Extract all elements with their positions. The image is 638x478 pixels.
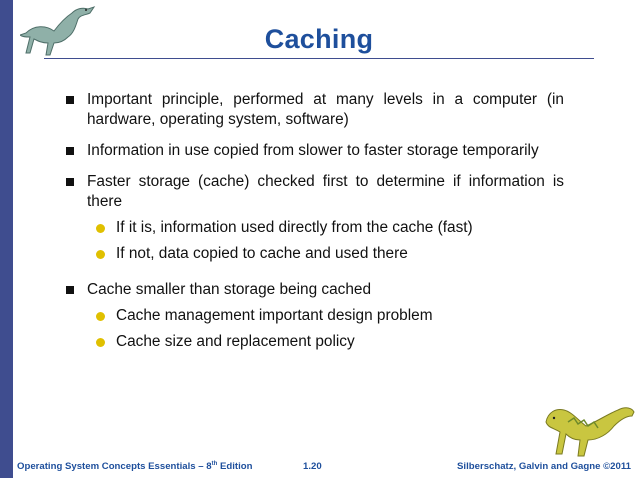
square-bullet-icon — [66, 178, 74, 186]
bullet-item: Information in use copied from slower to faster storage temporarily — [64, 141, 564, 161]
square-bullet-icon — [66, 147, 74, 155]
footer-copyright: Silberschatz, Galvin and Gagne ©2011 — [457, 461, 631, 472]
footer-book-title: Operating System Concepts Essentials – 8th Edition — [17, 461, 253, 472]
slide-footer — [0, 450, 638, 478]
sub-bullet-item: If not, data copied to cache and used there — [88, 244, 564, 264]
title-divider — [44, 58, 594, 59]
sub-bullet-item: Cache size and replacement policy — [88, 332, 564, 352]
sub-bullet-list — [64, 306, 564, 352]
footer-page-number: 1.20 — [303, 461, 322, 472]
sub-bullet-item: Cache management important design problem — [88, 306, 564, 326]
round-bullet-icon — [96, 338, 105, 347]
round-bullet-icon — [96, 250, 105, 259]
sub-bullet-item: If it is, information used directly from the cache (fast) — [88, 218, 564, 238]
bullet-item: Faster storage (cache) checked first to determine if information is there — [64, 172, 564, 212]
slide-title: Caching — [264, 24, 374, 54]
left-accent-bar — [0, 0, 13, 478]
square-bullet-icon — [66, 96, 74, 104]
bullet-item: Cache smaller than storage being cached — [64, 280, 564, 300]
square-bullet-icon — [66, 286, 74, 294]
bullet-content — [64, 90, 564, 368]
round-bullet-icon — [96, 312, 105, 321]
sub-bullet-list — [64, 218, 564, 264]
bullet-item: Important principle, performed at many levels in a computer (in hardware, operating system, software) — [64, 90, 564, 130]
round-bullet-icon — [96, 224, 105, 233]
